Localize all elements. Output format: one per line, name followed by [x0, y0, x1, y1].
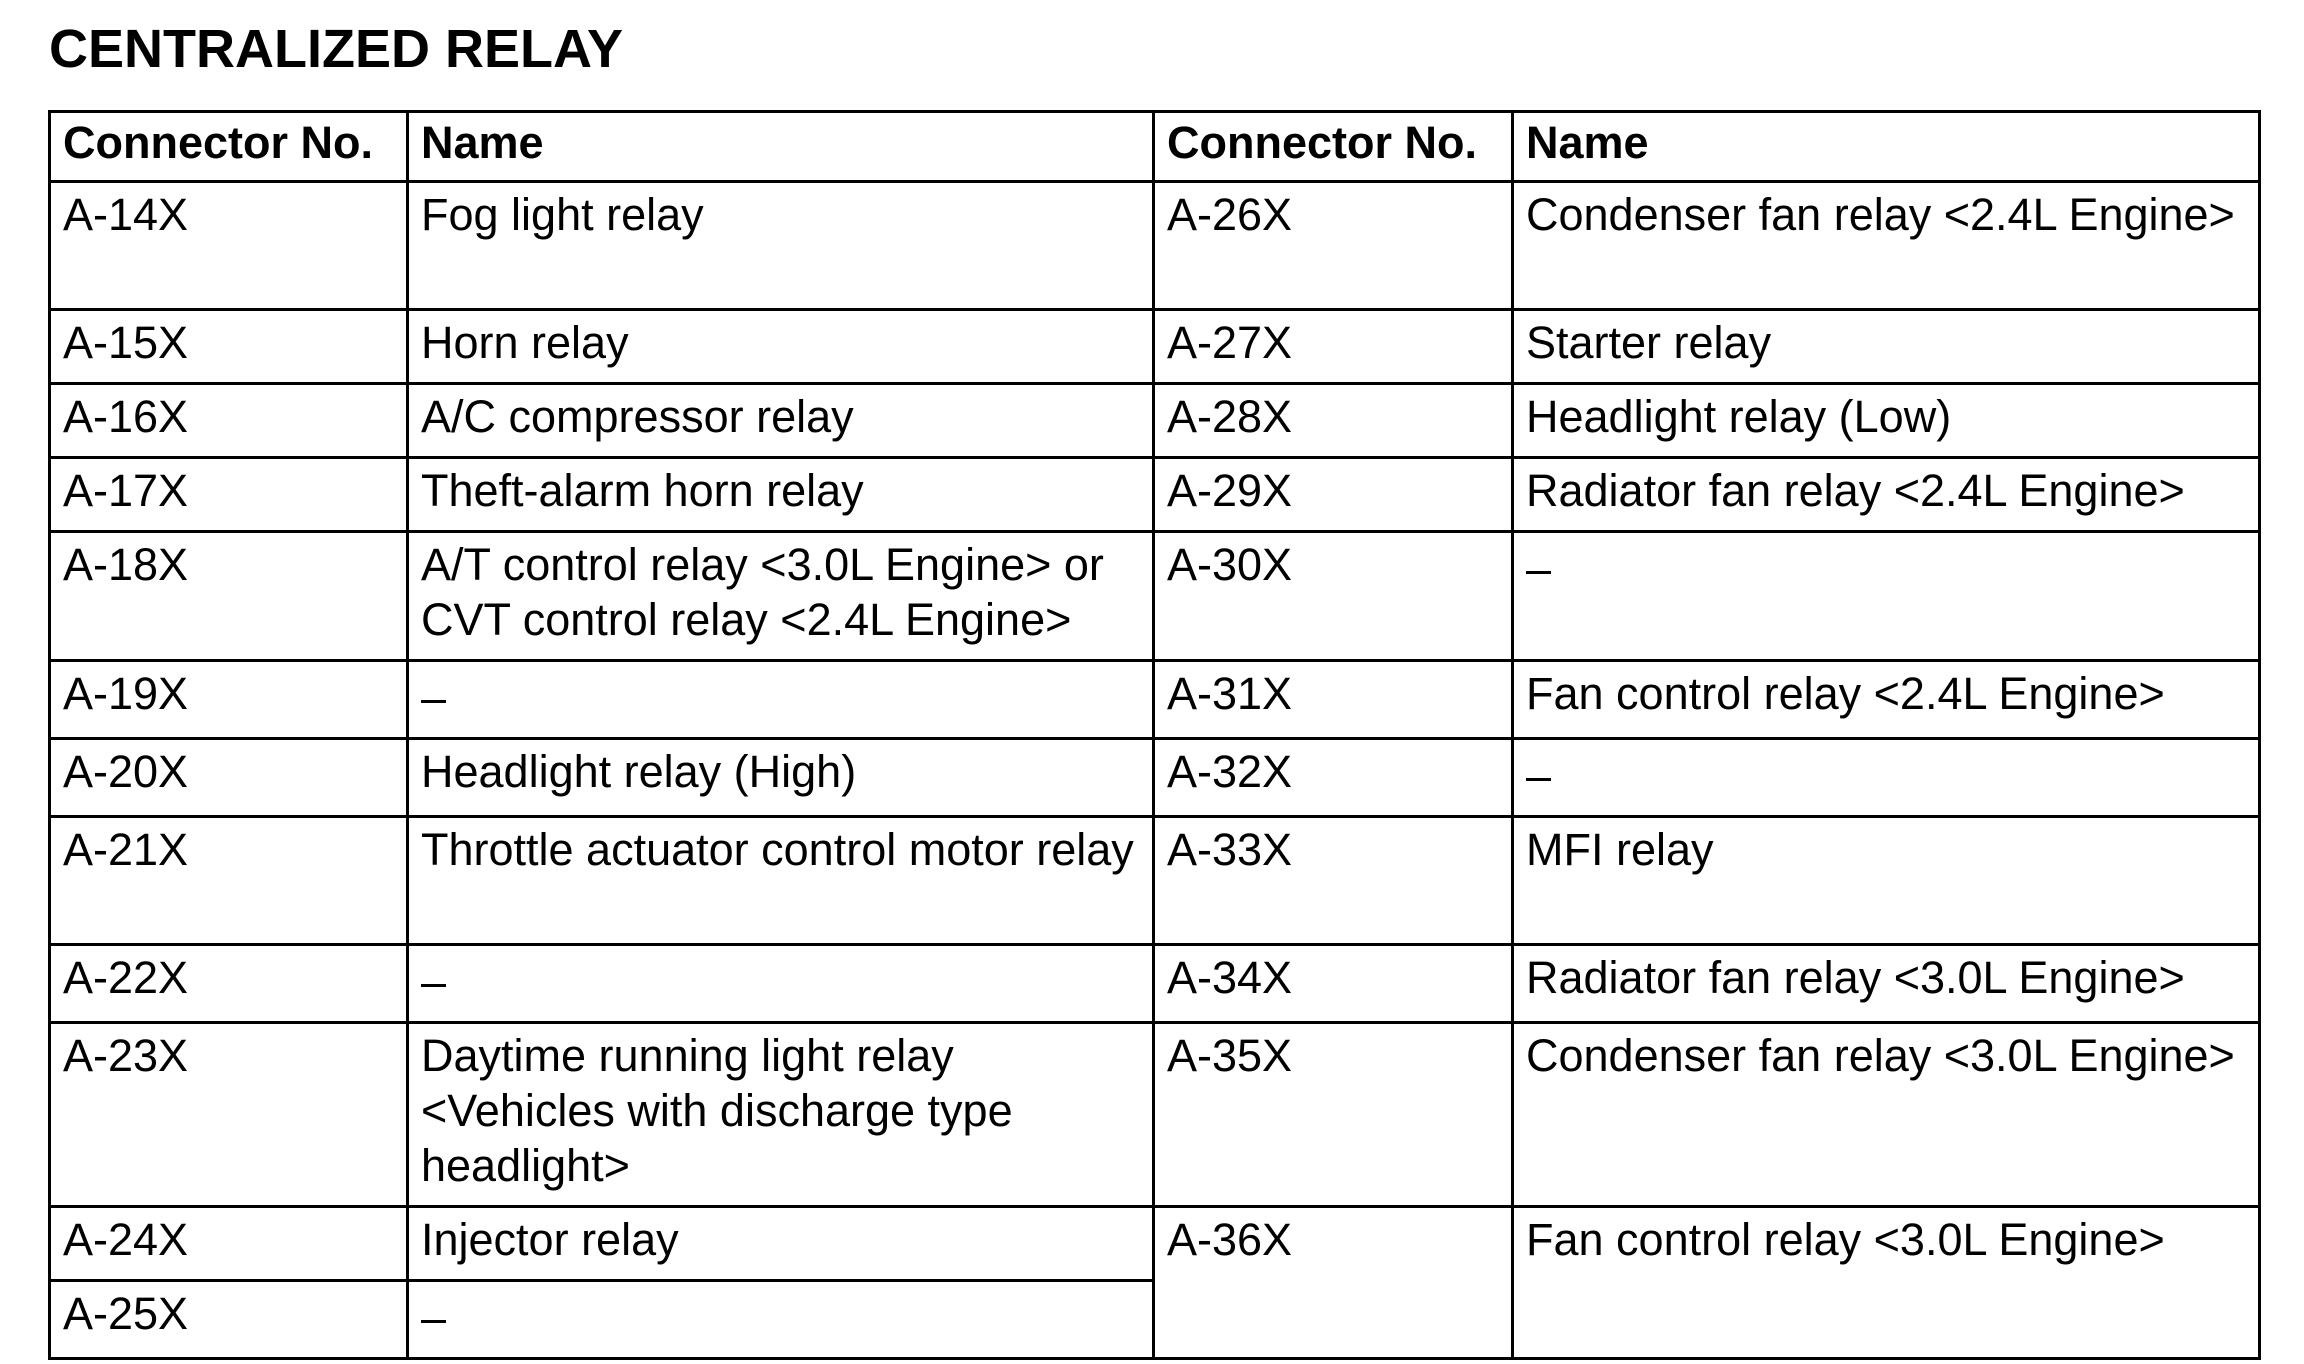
connector-cell: A-30X — [1154, 532, 1513, 661]
name-cell: Fan control relay <3.0L Engine> — [1513, 1207, 2260, 1359]
connector-cell: A-14X — [50, 182, 408, 310]
connector-cell: A-25X — [50, 1281, 408, 1359]
name-cell: Condenser fan relay <2.4L Engine> — [1513, 182, 2260, 310]
name-cell: Radiator fan relay <3.0L Engine> — [1513, 945, 2260, 1023]
table-row — [50, 532, 2260, 661]
name-cell: Headlight relay (High) — [408, 739, 1154, 817]
connector-cell: A-34X — [1154, 945, 1513, 1023]
name-cell: Daytime running light relay <Vehicles with discharge type headlight> — [408, 1023, 1154, 1207]
connector-cell: A-17X — [50, 458, 408, 532]
name-cell: – — [1513, 532, 2260, 661]
connector-cell: A-21X — [50, 817, 408, 945]
connector-cell: A-15X — [50, 310, 408, 384]
connector-cell: A-31X — [1154, 661, 1513, 739]
name-cell: A/C compressor relay — [408, 384, 1154, 458]
name-cell: Headlight relay (Low) — [1513, 384, 2260, 458]
header-name-right: Name — [1513, 112, 2260, 182]
relay-table — [48, 110, 2261, 1360]
name-cell: Radiator fan relay <2.4L Engine> — [1513, 458, 2260, 532]
name-cell: – — [408, 661, 1154, 739]
connector-cell: A-29X — [1154, 458, 1513, 532]
header-row — [50, 112, 2260, 182]
table-row — [50, 310, 2260, 384]
name-cell: Fan control relay <2.4L Engine> — [1513, 661, 2260, 739]
page-title: CENTRALIZED RELAY — [49, 19, 624, 79]
name-cell: – — [408, 1281, 1154, 1359]
connector-cell: A-22X — [50, 945, 408, 1023]
connector-cell: A-24X — [50, 1207, 408, 1281]
connector-cell: A-28X — [1154, 384, 1513, 458]
table-row — [50, 384, 2260, 458]
connector-cell: A-16X — [50, 384, 408, 458]
connector-cell: A-19X — [50, 661, 408, 739]
table-row — [50, 661, 2260, 739]
connector-cell: A-35X — [1154, 1023, 1513, 1207]
table-row — [50, 458, 2260, 532]
name-cell: Condenser fan relay <3.0L Engine> — [1513, 1023, 2260, 1207]
table-row — [50, 817, 2260, 945]
header-connector-right: Connector No. — [1154, 112, 1513, 182]
connector-cell: A-36X — [1154, 1207, 1513, 1359]
name-cell: Horn relay — [408, 310, 1154, 384]
connector-cell: A-27X — [1154, 310, 1513, 384]
name-cell: – — [408, 945, 1154, 1023]
name-cell: Throttle actuator control motor relay — [408, 817, 1154, 945]
name-cell: Injector relay — [408, 1207, 1154, 1281]
table-row — [50, 182, 2260, 310]
table-row — [50, 1023, 2260, 1207]
header-name-left: Name — [408, 112, 1154, 182]
table-row — [50, 1207, 2260, 1281]
connector-cell: A-23X — [50, 1023, 408, 1207]
connector-cell: A-33X — [1154, 817, 1513, 945]
connector-cell: A-18X — [50, 532, 408, 661]
name-cell: A/T control relay <3.0L Engine> or CVT control relay <2.4L Engine> — [408, 532, 1154, 661]
table-row — [50, 739, 2260, 817]
name-cell: Fog light relay — [408, 182, 1154, 310]
header-connector-left: Connector No. — [50, 112, 408, 182]
connector-cell: A-26X — [1154, 182, 1513, 310]
table-row — [50, 945, 2260, 1023]
name-cell: – — [1513, 739, 2260, 817]
name-cell: Theft-alarm horn relay — [408, 458, 1154, 532]
connector-cell: A-20X — [50, 739, 408, 817]
connector-cell: A-32X — [1154, 739, 1513, 817]
name-cell: MFI relay — [1513, 817, 2260, 945]
name-cell: Starter relay — [1513, 310, 2260, 384]
